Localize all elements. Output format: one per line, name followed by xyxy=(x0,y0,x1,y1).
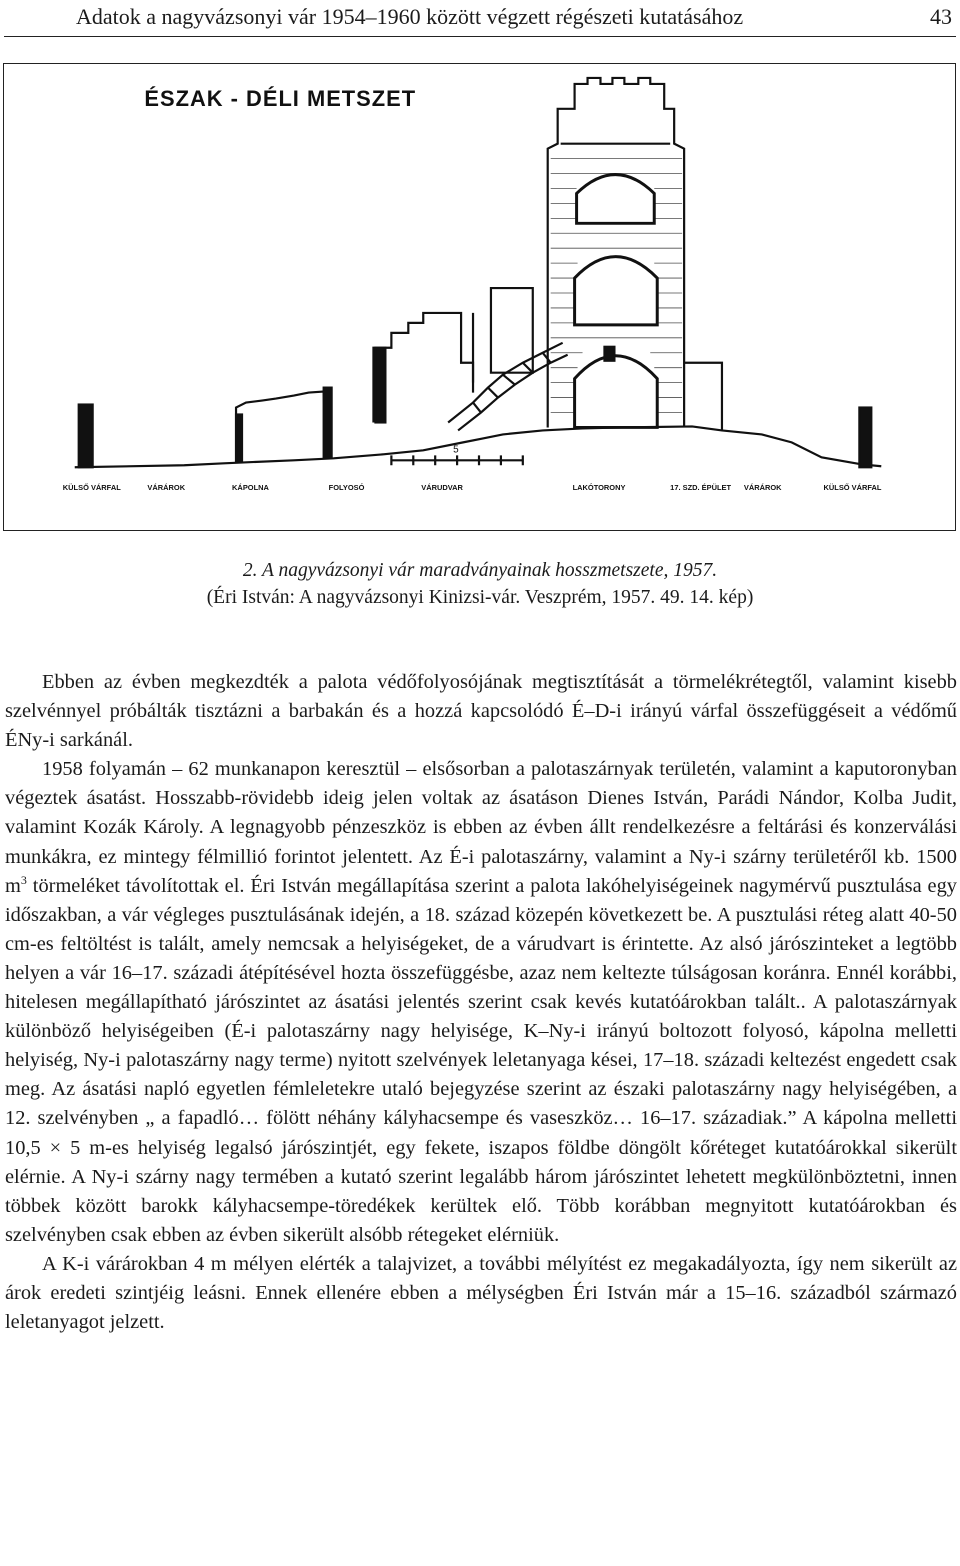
label-outer-wall-right: KÜLSŐ VÁRFAL xyxy=(823,483,882,493)
paragraph-3: A K-i várárokban 4 m mélyen elérték a talajvizet, a további mélyítést ez megakadályozta, így nem sikerült az árok eredeti szintjéig leásni. Ennek ellenére ebben a mélységben Éri István már a 15–16. századból származó leletanyagot jelzett. xyxy=(5,1252,957,1334)
label-corridor: FOLYOSÓ xyxy=(328,483,365,493)
running-header xyxy=(4,0,956,37)
label-17th-century-building: 17. SZD. ÉPÜLET xyxy=(670,483,732,493)
cubic-superscript: 3 xyxy=(20,872,27,887)
label-residential-tower: LAKÓTORONY xyxy=(572,483,626,493)
body-text xyxy=(5,668,957,1337)
running-title: Adatok a nagyvázsonyi vár 1954–1960 között végzett régészeti kutatásához xyxy=(76,4,744,29)
label-chapel: KÁPOLNA xyxy=(232,483,269,493)
paragraph-2-part-b: törmeléket távolítottak el. Éri István megállapítása szerint a palota lakóhelyiségeinek nagymérvű pusztulása egy időszakban, a vár végleges pusztulásának idején, a 18. század közepén következett be. A pusztulási réteg alatt 40-50 cm-es feltöltést is talált, amely nemcsak a helyiségeket, de a várudvart is érintette. Az alsó járószinteket a legtöbb helyen a vár 16–17. századi átépítésével hozta összefüggésbe, azaz nem keltezte túlságosan koránra. Ennél korábbi, hitelesen megállapítható járószintet az ásatási jelentés szerint csak kevés kutatóárokban talált.. A palotaszárnyak különböző helyiségeiben (É-i palotaszárny nagy helyisége, K–Ny-i irányú boltozott folyosó, kápolna melletti helyiség, Ny-i palotaszárny nagy terme) nyitott szelvények leletanyaga kései, 17–18. századi keltezést engedett csak meg. Az ásatási napló egyetlen fémleletekre utaló bejegyzése szerint az északi palotaszárny nagy helyiségében, a 12. szelvényben „ a fapadló… fölött néhány kályhacsempe és vaseszköz… 16–17. századiak.” A kápolna melletti 10,5 × 5 m-es helyiség legalsó járószintjét, egy fekete, iszapos földbe döngölt kőréteget kutatóárokkal sikerült elérnie. A Ny-i szárny nagy termében a kutató szerint legalább három járószintet lehetett megkülönböztetni, innen többek között barokk kályhacsempe-töredékek kerültek elő. Több korábban megnyitott kutatóárokban és szelvényben csak ebben az évben sikerült alsóbb rétegeket elérniük. xyxy=(5,874,957,1246)
section-drawing xyxy=(4,64,955,530)
caption-line-1: 2. A nagyvázsonyi vár maradványainak hosszmetszete, 1957. xyxy=(242,560,718,581)
scale-number: 5 xyxy=(453,444,459,456)
label-courtyard: VÁRUDVAR xyxy=(421,483,463,493)
paragraph-2-part-a: 1958 folyamán – 62 munkanapon keresztül – elsősorban a palotaszárnyak területén, valamint a kaputoronyban végeztek ásatást. Hosszabb-rövidebb ideig jelen voltak az ásatáson Dienes István, Parádi Nándor, Kolba Judit, valamint Kozák Károly. A legnagyobb pénzeszköz is ebben az évben állt rendelkezésre a feltárási és konzerválási munkákra, ez mintegy félmillió forintot jelentett. Az É-i palotaszárny, valamint a Ny-i szárny területéről kb. 1500 m xyxy=(5,758,957,897)
paragraph-2 xyxy=(5,755,957,1250)
caption-line-2: (Éri István: A nagyvázsonyi Kinizsi-vár. Veszprém, 1957. 49. 14. kép) xyxy=(206,587,754,608)
paragraph-1: Ebben az évben megkezdték a palota védőfolyosójának megtisztítását a törmelékrétegtől, valamint kisebb szelvénnyel próbálták tisztázni a barbakán és a hozzá kapcsolódó É–D-i irányú várfal összefüggéseit a védőmű ÉNy-i sarkánál. xyxy=(5,671,957,752)
label-moat-right: VÁRÁROK xyxy=(743,483,782,493)
section-drawing-figure xyxy=(3,63,956,531)
label-outer-wall-left: KÜLSŐ VÁRFAL xyxy=(62,483,121,493)
label-moat-left: VÁRÁROK xyxy=(147,483,186,493)
page-number: 43 xyxy=(930,4,952,29)
figure-heading: ÉSZAK - DÉLI METSZET xyxy=(144,85,417,111)
figure-caption xyxy=(0,557,960,611)
